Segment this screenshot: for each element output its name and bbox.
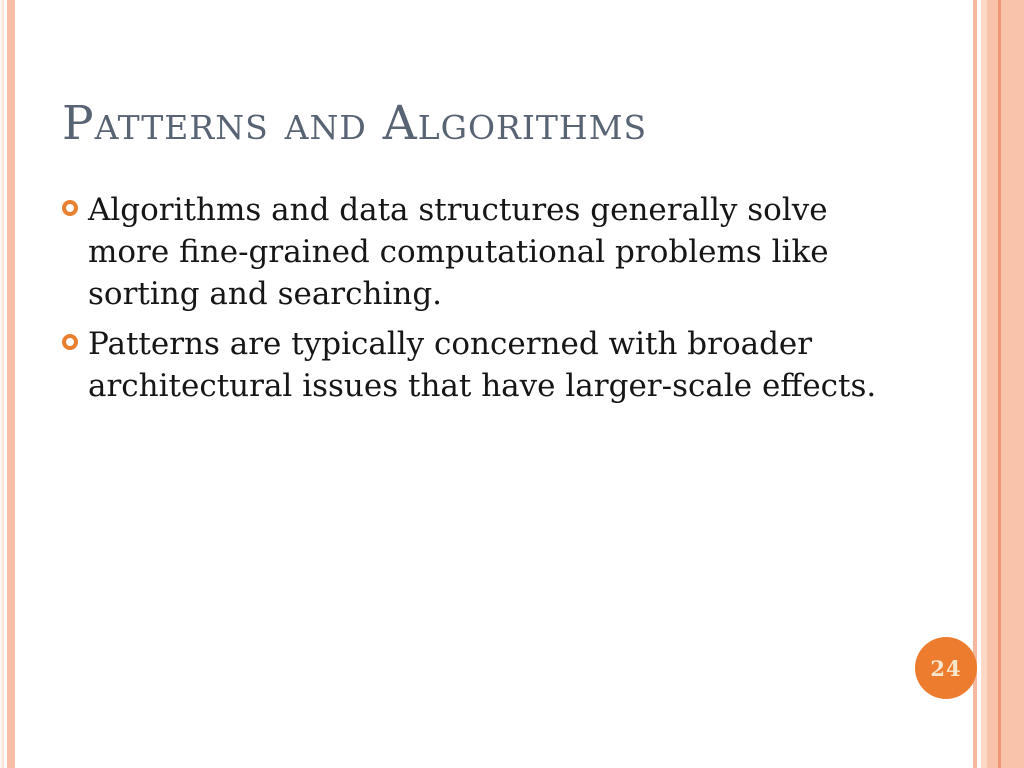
right-border-dark-line bbox=[998, 0, 1001, 768]
left-border-main-stripe bbox=[7, 0, 15, 768]
bullet-text-1 bbox=[88, 189, 829, 315]
bullet-ring-icon bbox=[62, 334, 78, 350]
page-number: 24 bbox=[930, 655, 962, 681]
bullet-line: Patterns are typically concerned with broader bbox=[88, 326, 813, 362]
bullet-item-1 bbox=[62, 189, 892, 315]
bullet-text-2 bbox=[88, 323, 876, 407]
right-border-thin-stripe bbox=[973, 0, 977, 768]
page-number-badge bbox=[915, 637, 977, 699]
bullet-line: Algorithms and data structures generally solve bbox=[88, 192, 828, 228]
right-border-band bbox=[987, 0, 1024, 768]
bullet-list bbox=[62, 189, 892, 407]
bullet-ring-icon bbox=[62, 200, 78, 216]
slide-title: Patterns and Algorithms bbox=[62, 96, 648, 151]
left-border-thin-stripe bbox=[2, 0, 4, 768]
bullet-line: more fine-grained computational problems like bbox=[88, 234, 829, 270]
bullet-line: architectural issues that have larger-scale effects. bbox=[88, 368, 877, 404]
bullet-line: sorting and searching. bbox=[88, 276, 443, 312]
bullet-item-2 bbox=[62, 323, 892, 407]
